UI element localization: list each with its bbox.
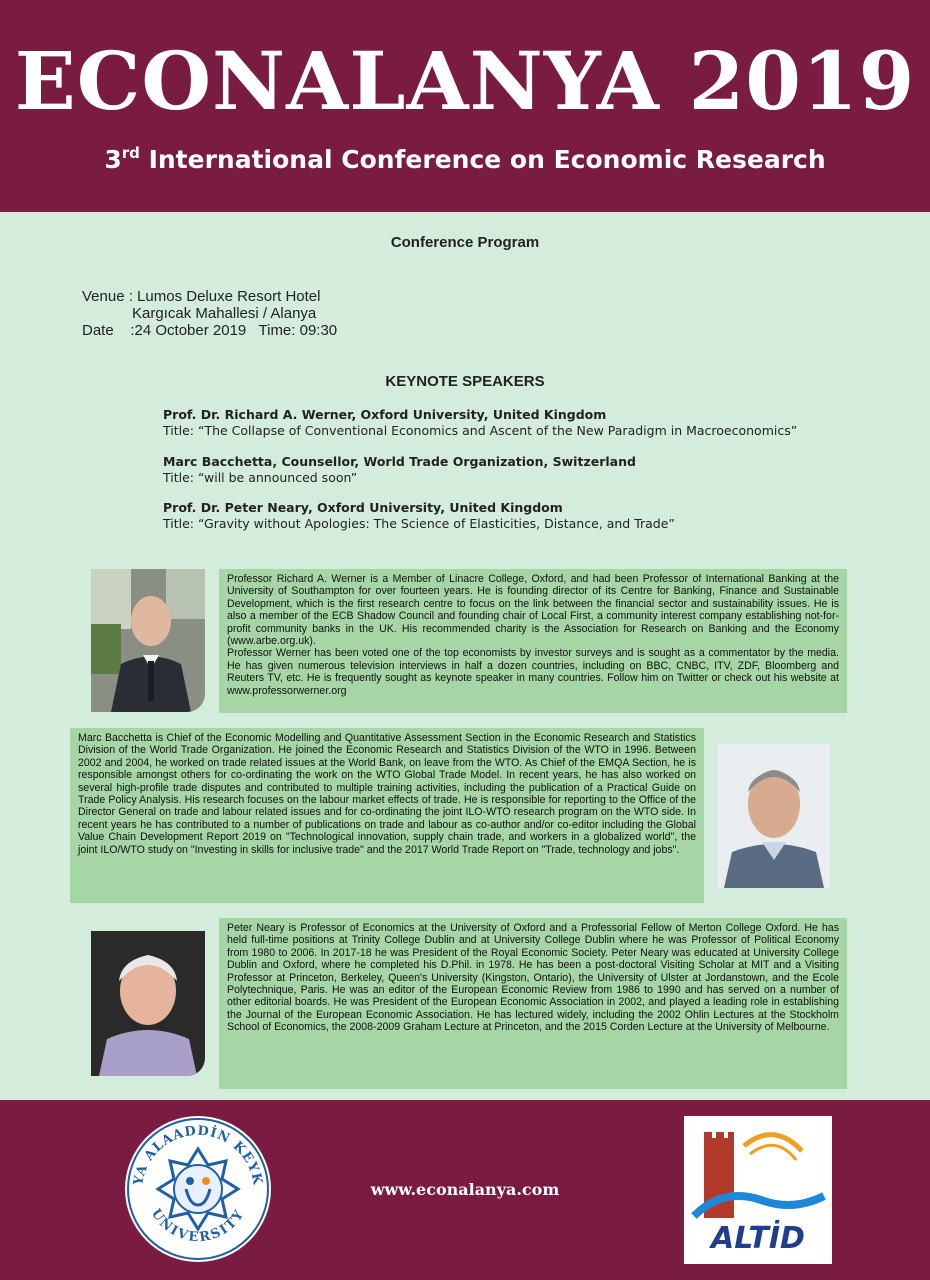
- speaker-entry: [163, 500, 675, 532]
- logo-text-bottom: UNIVERSITY: [147, 1206, 249, 1246]
- logo-text-top: YA ALAADDİN KEYK: [131, 1123, 265, 1187]
- altid-logo-text: ALTİD: [711, 1221, 805, 1256]
- bio-paragraph: Peter Neary is Professor of Economics at the University of Oxford and a Professorial Fellow of Merton College Oxford. He has held full-time positions at Trinity College Dublin and at University College Dublin where he was Professor of Political Economy from 1980 to 2006. In 2017-18 he was President of the Royal Economic Society. Peter Neary was educated at University College Dublin and Oxford, where he completed his D.Phil. in 1978. He has been a post-doctoral Visiting Scholar at MIT and a Visiting Professor at Princeton, Berkeley, Queen's University (Kingston, Ontario), the University of Ulster at Jordanstown, and the Ecole Polytechnique, Paris. He was an editor of the European Economic Review from 1986 to 1990 and has served on a number of other editorial boards. He was President of the European Economic Association in 2002, and played a leading role in establishing the Journal of the European Economic Association. He has lectured widely, including the 2002 Ohlin Lectures at the Stockholm School of Economics, the 2008-2009 Graham Lecture at Princeton, and the 2015 Corden Lecture at the University of Melbourne.: [227, 922, 839, 1034]
- conference-title: ECONALANYA 2019: [14, 34, 916, 128]
- neary-bio: [219, 918, 847, 1089]
- speaker-talk-title: Title: “The Collapse of Conventional Economics and Ascent of the New Paradigm in Macroeconomics”: [163, 423, 798, 438]
- bio-paragraph: Marc Bacchetta is Chief of the Economic Modelling and Quantitative Assessment Section in the Economic Research and Statistics Division of the World Trade Organization. He joined the Economic Research and Statistics Division of the WTO in 1996. Between 2002 and 2004, he worked on trade related issues at the World Bank, on leave from the WTO. As Chief of the EMQA Section, he is responsible amongst others for co-ordinating the work on the WTO Global Trade Model. In recent years, he has also worked on several high-profile trade disputes and contributed to multiple training activities, including the publication of a Practical Guide on Trade Policy Analysis. His research focuses on the labour market effects of trade. He is responsible for reporting to the Office of the Director General on trade and labour related issues and for co-ordinating the joint ILO-WTO research program on the WTO side. In recent years he has contributed to a number of publications on trade and labour as co-author and/or co-editor including the Global Value Chain Development Report 2019 on "Technological innovation, supply chain trade, and workers in a globalized world", the joint ILO/WTO study on "Investing in skills for inclusive trade" and the 2017 World Trade Report on "Trade, technology and jobs".: [78, 732, 696, 856]
- altid-logo: [684, 1116, 832, 1264]
- keynote-heading: KEYNOTE SPEAKERS: [385, 373, 545, 390]
- speaker-entry: [163, 407, 797, 439]
- speaker-entry: [163, 454, 636, 486]
- subtitle-ordinal-suffix: rd: [121, 144, 140, 162]
- program-title: Conference Program: [390, 234, 540, 251]
- speaker-name: Prof. Dr. Richard A. Werner, Oxford University, United Kingdom: [163, 407, 607, 422]
- werner-photo: [91, 569, 205, 712]
- venue-line: Venue : Lumos Deluxe Resort Hotel: [82, 288, 321, 305]
- subtitle-ordinal: 3: [104, 145, 122, 174]
- bio-paragraph: Professor Werner has been voted one of the top economists by investor surveys and is sought as a commentator by the media. He has given numerous television interviews in half a dozen countries, including on BBC, CNBC, ITV, ZDF, Bloomberg and Reuters TV, etc. He is frequently sought as keynote speaker in many countries. Follow him on Twitter or check out his website at www.professorwerner.org: [227, 647, 839, 697]
- speaker-name: Prof. Dr. Peter Neary, Oxford University, United Kingdom: [163, 500, 563, 515]
- date-time: Date :24 October 2019 Time: 09:30: [82, 322, 338, 339]
- bacchetta-photo: [718, 744, 830, 888]
- bacchetta-bio: [70, 728, 704, 903]
- bio-paragraph: Professor Richard A. Werner is a Member of Linacre College, Oxford, and had been Professor of International Banking at the University of Southampton for over fourteen years. He is founding director of its Centre for Banking, Finance and Sustainable Development, which is the first research centre to focus on the link between the financial sector and sustainability issues. He is also a member of the ECB Shadow Council and founding chair of Local First, a community interest company establishing not-for-profit community banks in the UK. His recommended charity is the Association for Research on Banking and the Economy (www.arbe.org.uk).: [227, 573, 839, 648]
- conference-subtitle: [0, 138, 930, 175]
- speaker-talk-title: Title: “will be announced soon”: [163, 470, 358, 485]
- venue-address: Kargıcak Mahallesi / Alanya: [82, 305, 317, 322]
- header-banner: [0, 0, 930, 212]
- speaker-name: Marc Bacchetta, Counsellor, World Trade Organization, Switzerland: [163, 454, 636, 469]
- werner-bio: [219, 569, 847, 713]
- subtitle-text: International Conference on Economic Research: [139, 145, 826, 174]
- speaker-talk-title: Title: “Gravity without Apologies: The Science of Elasticities, Distance, and Trade”: [163, 516, 675, 531]
- venue-info: [82, 288, 337, 339]
- neary-photo: [91, 931, 205, 1076]
- website-link[interactable]: www.econalanya.com: [370, 1180, 560, 1199]
